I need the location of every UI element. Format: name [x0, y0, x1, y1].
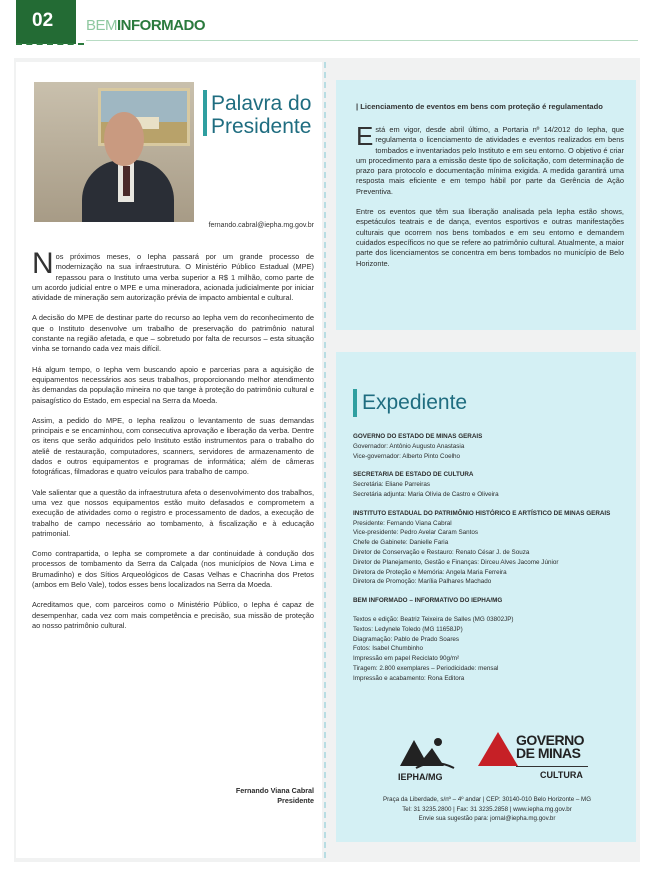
expediente-title: Expediente	[362, 391, 468, 414]
licensing-paragraph: Está em vigor, desde abril último, a Portaria nº 14/2012 do Iepha, que regulamenta o licenciamento de atividades e eventos realizados em bens tombados e inventariados pelo Instituto e em seu entorno. O objetivo é criar um procedimento para a emissão deste tipo de solicitação, com determinação de prazo para protocolo e documentação mínima exigida. A medida garantirá uma resposta mais eficiente e em tempo hábil por parte da Gerência de Ação Preventiva.	[356, 121, 624, 196]
president-article	[32, 247, 314, 641]
credit-line: Diretora de Promoção: Marília Palhares Machado	[353, 578, 492, 586]
article-paragraph: Nos próximos meses, o Iepha passará por um grande processo de modernização na sua infraestrutura. O Ministério Público Estadual (MPE) repassou para o Instituto uma verba superior a R$ 1 milhão, como parte de um acordo judicial entre o MPE e uma mineradora, acionada judicialmente por iniciar atividade de mineração sem autorização prévia de impacto ambiental e cultural.	[32, 247, 314, 303]
credit-line: Fotos: Isabel Chumbinho	[353, 645, 424, 653]
column-divider	[324, 62, 326, 858]
gov-logo-rule	[516, 766, 588, 767]
article-paragraph: Como contrapartida, o Iepha se compromete a dar continuidade à condução dos processos de tombamento da Serra da Calçada (nos municípios de Nova Lima e Brumadinho) e dos Sítios Arqueológicos de Casas Velhas e Chacrinha dos Pretos (ambos em Belo Vale), todos esses bens localizados na Serra da Moeda.	[32, 549, 314, 590]
address-line: Tel: 31 3235.2800 | Fax: 31 3235.2858 | www.iepha.mg.gov.br	[402, 805, 572, 813]
title-accent-bar	[203, 90, 207, 136]
credits-heading: BEM INFORMADO – INFORMATIVO DO IEPHA/MG	[353, 597, 503, 605]
title-line-2: Presidente	[211, 115, 312, 138]
page-number: 02	[16, 0, 76, 44]
signature	[180, 786, 314, 805]
dropcap: N	[32, 247, 54, 280]
header-rule	[86, 40, 638, 41]
title-line-1: Palavra do	[211, 92, 312, 115]
section-title-palavra	[211, 92, 311, 138]
credit-line: Diagramação: Pablo de Prado Soares	[353, 635, 460, 643]
president-photo	[34, 82, 194, 222]
licensing-article	[356, 121, 624, 279]
credit-line: Diretora de Proteção e Memória: Angela Maria Ferreira	[353, 568, 507, 576]
credit-line: Governador: Antônio Augusto Anastasia	[353, 442, 465, 450]
gov-logo-subtitle: CULTURA	[540, 770, 583, 780]
credits-heading: SECRETARIA DE ESTADO DE CULTURA	[353, 471, 474, 479]
credit-line: Impressão e acabamento: Rona Editora	[353, 674, 465, 682]
article-paragraph: Acreditamos que, com parceiros como o Ministério Público, o Iepha é capaz de desempenhar, cada vez com mais competência e precisão, sua missão de proteção ao nosso patrimônio cultural.	[32, 600, 314, 630]
expediente-accent-bar	[353, 389, 357, 417]
credit-line: Secretária adjunta: Maria Olívia de Castro e Oliveira	[353, 490, 499, 498]
expediente-credits	[353, 432, 629, 693]
credits-group	[353, 615, 629, 684]
credit-line: Presidente: Fernando Viana Cabral	[353, 519, 452, 527]
credit-line: Chefe de Gabinete: Danielle Faria	[353, 539, 449, 547]
address-line: Praça da Liberdade, s/nº – 4º andar | CEP: 30140-010 Belo Horizonte – MG	[382, 796, 592, 803]
gov-logo-text: GOVERNO DE MINAS	[516, 732, 585, 761]
licensing-paragraph: Entre os eventos que têm sua liberação analisada pela Iepha estão shows, espetáculos teatrais e de dança, eventos esportivos e outras manifestações culturais que ocorrem nos bens tombados e em seu entorno e demandem cuidados específicos no que se refere ao patrimônio cultural. Atualmente, a maior parte dos licenciamentos se concentra em bens tombados no município de Belo Horizonte.	[356, 207, 624, 268]
publication-name-part2: INFORMADO	[117, 17, 206, 34]
credit-line: Diretor de Planejamento, Gestão e Finanças: Dirceu Alves Jacome Júnior	[353, 558, 559, 566]
publication-name	[86, 17, 205, 34]
credit-line: Diretor de Conservação e Restauro: Renato César J. de Souza	[353, 548, 530, 556]
credit-line: Impressão em papel Reciclato 90g/m²	[353, 655, 460, 663]
page-header	[0, 0, 651, 50]
credits-heading: GOVERNO DO ESTADO DE MINAS GERAIS	[353, 433, 483, 440]
article-paragraph: Há algum tempo, o Iepha vem buscando apoio e parcerias para a aquisição de equipamentos necessários aos seus trabalhos, proporcionando melhor atendimento às demandas da população mineira no que tange à proteção do patrimônio cultural e paisagístico do Estado, em especial na Serra da Moeda.	[32, 364, 314, 405]
dropcap: E	[356, 121, 374, 151]
signature-name: Fernando Viana Cabral	[235, 786, 314, 795]
iepha-logo	[394, 728, 470, 784]
address-line: Envie sua sugestão para: jornal@iepha.mg.gov.br	[418, 815, 556, 822]
iepha-logo-text: IEPHA/MG	[398, 772, 443, 782]
credits-group	[353, 596, 629, 606]
red-triangle-icon	[478, 732, 518, 766]
credit-line: Textos e edição: Beatriz Teixeira de Salles (MG 03802JP)	[353, 615, 514, 623]
credits-group	[353, 509, 629, 587]
article-paragraph: Assim, a pedido do MPE, o Iepha realizou o levantamento de suas demandas principais e se encaminhou, com consecutiva aprovação e liberação da verba. Dentre os itens que serão adquiridos pelo Instituto estão instrumentos para o trabalho do ateliê de restauração, computadores, scanners, servidores de armazenamento de dados e outros equipamentos e programas de informática; além de câmeras fotográficas, filmadoras e quatro veículos para trabalho de campo.	[32, 415, 314, 477]
governo-de-minas-logo	[478, 728, 588, 784]
contact-address	[346, 795, 628, 824]
credit-line: Tiragem: 2.800 exemplares – Periodicidade: mensal	[353, 664, 499, 672]
signature-role: Presidente	[277, 795, 314, 805]
licensing-title: | Licenciamento de eventos em bens com proteção é regulamentado	[356, 102, 603, 111]
credits-heading: INSTITUTO ESTADUAL DO PATRIMÔNIO HISTÓRICO E ARTÍSTICO DE MINAS GERAIS	[353, 509, 611, 517]
credits-group	[353, 470, 629, 499]
credit-line: Secretária: Eliane Parreiras	[353, 481, 430, 489]
credit-line: Vice-governador: Alberto Pinto Coelho	[353, 452, 460, 460]
credit-line: Vice-presidente: Pedro Avelar Caram Santos	[353, 529, 479, 537]
article-paragraph: Vale salientar que a questão da infraestrutura afeta o desenvolvimento dos trabalhos, uma vez que nossos equipamentos estão muito defasados e comprometem a execução de atividades como o registro e processamento de dados, a execução de trabalho de campo necessário ao tombamento, à fiscalização e à educação patrimonial.	[32, 487, 314, 538]
credit-line: Textos: Ledynele Toledo (MG 11658JP)	[353, 625, 463, 633]
photo-credit-email: fernando.cabral@iepha.mg.gov.br	[208, 222, 314, 229]
header-dashed-line	[16, 43, 84, 45]
credits-group	[353, 432, 629, 461]
article-paragraph: A decisão do MPE de destinar parte do recurso ao Iepha vem do reconhecimento de que o Instituto desenvolve um trabalho de preservação do patrimônio natural constante na região afetada, e que – sobretudo por falta de recursos – esta situação vinha se tornando cada vez mais difícil.	[32, 313, 314, 354]
publication-name-part1: BEM	[86, 17, 118, 34]
